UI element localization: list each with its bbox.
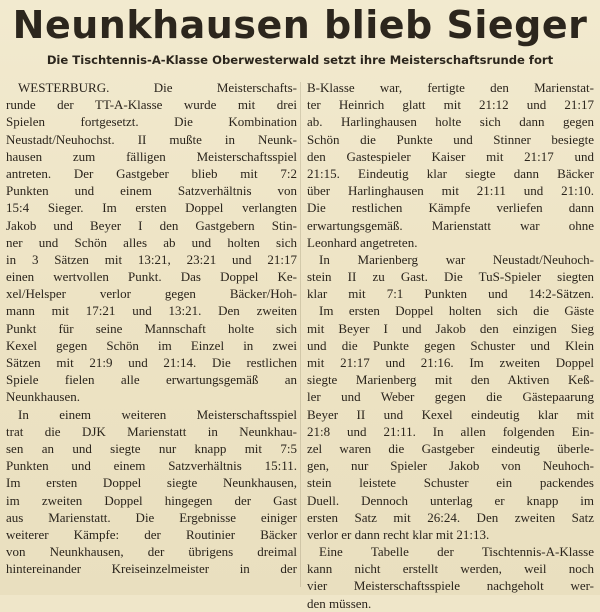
text-line: 21:8 und 21:11. In allen folgenden Ein- [307, 423, 594, 439]
headline: Neunkhausen blieb Sieger [12, 3, 588, 47]
text-line: Spielen fortgesetzt. Die Kombination [6, 114, 297, 130]
text-line: Sätzen mit 21:9 und 21:14. Die restlichen [6, 355, 297, 370]
text-line: hausen zum fälligen Meisterschaftsspiel [6, 148, 297, 164]
text-line: klar mit 7:1 Punkten und 14:2-Sätzen. [307, 286, 594, 302]
text-line: von Neunkhausen, der übrigens dreimal [6, 544, 297, 560]
text-line: verlor er dann recht klar mit 21:13. [307, 526, 490, 542]
text-line: In einem weiteren Meisterschaftsspiel [18, 406, 297, 422]
text-line: und die Punkte gegen Schuster und Klein [307, 337, 594, 353]
text-line: den Gastespieler Kaiser mit 21:17 und [307, 148, 594, 164]
text-line: Punkten und einem Satzverhältnis von [6, 183, 297, 199]
text-line: trat die DJK Marienstatt in Neunkhau- [6, 423, 297, 439]
text-line: Punkten und einem Satzverhältnis 15:11. [6, 458, 297, 474]
text-line: Neustadt/Neuhochst. II mußte in Neunk- [6, 131, 297, 147]
text-line: mann mit 17:21 und 13:21. Den zweiten [6, 303, 297, 319]
text-line: mit Beyer I und Jakob den einzigen Sieg [307, 320, 594, 336]
text-line: In Marienberg war Neustadt/Neuhoch- [319, 251, 594, 267]
text-line: ler und Weber gegen die Gästepaarung [307, 389, 594, 405]
text-line: zel waren die Gastgeber eindeutig überle- [307, 440, 594, 456]
text-line: im zweiten Doppel hingegen der Gast [6, 492, 297, 508]
text-line: stein II zu Gast. Die TuS-Spieler siegten [307, 269, 594, 285]
text-line: stein leistete Schuster ein packendes [307, 475, 594, 491]
text-line: Eine Tabelle der Tischtennis-A-Klasse [319, 544, 594, 560]
text-line: sen an und siegte nur knapp mit 7:5 [6, 440, 297, 456]
text-line: Jakob und Beyer I den Gastgebern Stin- [6, 217, 297, 233]
text-line: Neunkhausen. [6, 389, 81, 405]
text-line: hintereinander Kreiseinzelmeister in der [6, 561, 297, 577]
text-line: den müssen. [307, 595, 372, 611]
text-line: Punkt für seine Mannschaft holte sich [6, 320, 297, 336]
text-line: Die restlichen Kämpfe verliefen dann [307, 200, 594, 216]
text-line: erwartungsgemäß. Marienstatt war ohne [307, 217, 594, 233]
subheadline: Die Tischtennis-A-Klasse Oberwesterwald setzt ihre Meisterschaftsrunde fort [46, 53, 554, 67]
text-line: einen wertvollen Punkt. Das Doppel Ke- [6, 269, 297, 285]
text-line: Kexel gegen Schön im Einzel in zwei [6, 337, 297, 353]
text-line: Schön die Punkte und Stinner besiegte [307, 131, 594, 147]
text-line: WESTERBURG. Die Meisterschafts- [18, 80, 297, 95]
text-line: ersten Satz mit 26:24. Den zweiten Satz [307, 509, 594, 525]
text-line: vier Meisterschaftsspiele nachgeholt wer- [307, 578, 594, 594]
text-line: ter Heinrich glatt mit 21:12 und 21:17 [307, 97, 594, 113]
text-line: gen, nur Spieler Jakob von Neuhoch- [307, 458, 594, 474]
text-line: runde der TT-A-Klasse wurde mit drei [6, 97, 297, 113]
column-divider [300, 82, 301, 587]
text-line: weiterer Kämpfe: der Routinier Bäcker [6, 526, 297, 542]
text-line: siegte Marienberg mit den Aktiven Keß- [307, 372, 594, 388]
text-line: Leonhard angetreten. [307, 234, 418, 250]
text-line: 21:15. Eindeutig klar siegte dann Bäcker [307, 165, 594, 181]
text-line: Beyer II und Kexel eindeutig klar mit [307, 406, 594, 422]
text-line: über Harlinghausen mit 21:11 und 21:10. [307, 183, 594, 199]
text-line: Spiele fielen alle erwartungsgemäß an [6, 372, 297, 388]
text-line: 15:4 Sieger. Im ersten Doppel verlangten [6, 200, 297, 216]
article-column-left [6, 79, 297, 577]
text-line: in 3 Sätzen mit 13:21, 23:21 und 21:17 [6, 251, 297, 267]
article-column-right [307, 79, 594, 612]
text-line: aus Marienstatt. Die Ergebnisse einiger [6, 509, 297, 525]
text-line: Im ersten Doppel siegte Neunkhausen, [6, 475, 297, 491]
text-line: Duell. Dennoch unterlag er knapp im [307, 492, 594, 508]
text-line: xel/Helsper verlor gegen Bäcker/Hoh- [6, 286, 297, 302]
text-line: ner und Schön alles ab und holten sich [6, 234, 297, 250]
text-line: antreten. Der Gastgeber blieb mit 7:2 [6, 165, 297, 181]
text-line: kann nicht erstellt werden, weil noch [307, 561, 594, 577]
text-line: B-Klasse war, fertigte den Marienstat- [307, 80, 594, 95]
text-line: Im ersten Doppel holten sich die Gäste [319, 303, 594, 319]
text-line: ab. Harlinghausen holte sich dann gegen [307, 114, 594, 130]
text-line: mit 21:17 und 21:16. Im zweiten Doppel [307, 355, 594, 370]
